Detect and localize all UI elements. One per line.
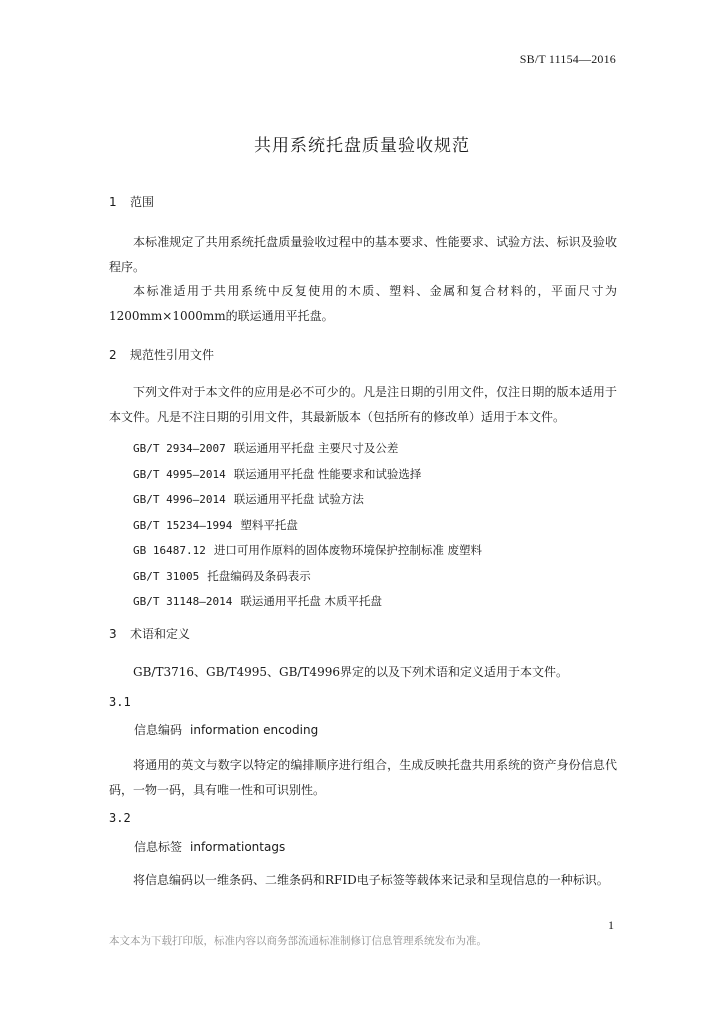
term-cn: 信息标签	[134, 840, 183, 854]
section-title: 规范性引用文件	[130, 348, 215, 362]
reference-item	[133, 487, 482, 513]
footer-note: 本文本为下载打印版，标准内容以商务部流通标准制修订信息管理系统发布为准。	[109, 935, 487, 947]
clause-number: 3.1	[109, 695, 131, 709]
standard-code: SB/T 11154—2016	[519, 52, 616, 66]
reference-item	[133, 436, 482, 462]
term-heading	[134, 721, 318, 738]
clause-number: 3.2	[109, 811, 131, 825]
reference-item	[133, 589, 482, 615]
reference-code: GB/T 15234—1994	[133, 518, 233, 532]
reference-code: GB/T 2934—2007	[133, 442, 226, 455]
term-en: information encoding	[190, 723, 319, 737]
section-number: 2	[109, 348, 117, 362]
reference-list	[133, 436, 482, 615]
reference-name: 进口可用作原料的固体废物环境保护控制标准 废塑料	[213, 543, 483, 557]
section-number: 1	[109, 195, 117, 209]
reference-item	[133, 538, 482, 564]
section-1-heading	[109, 193, 154, 210]
reference-code: GB 16487.12	[133, 544, 206, 557]
section-1-paragraph: 本标准适用于共用系统中反复使用的木质、塑料、金属和复合材料的，平面尺寸为1200mm×1000mm的联运通用平托盘。	[109, 284, 617, 323]
section-2-heading	[109, 346, 214, 363]
term-definition: 将信息编码以一维条码、二维条码和RFID电子标签等载体来记录和呈现信息的一种标识。	[133, 873, 609, 887]
reference-item	[133, 462, 482, 488]
reference-code: GB/T 31005	[133, 569, 200, 583]
term-definition: 将通用的英文与数字以特定的编排顺序进行组合，生成反映托盘共用系统的资产身份信息代码，一物一码，具有唯一性和可识别性。	[109, 758, 617, 797]
reference-code: GB/T 31148—2014	[133, 595, 233, 608]
reference-name: 联运通用平托盘 试验方法	[233, 492, 364, 506]
document-title: 共用系统托盘质量验收规范	[254, 136, 470, 156]
section-1-paragraph: 本标准规定了共用系统托盘质量验收过程中的基本要求、性能要求、试验方法、标识及验收程序。	[109, 235, 617, 274]
section-3-intro: GB/T3716、GB/T4995、GB/T4996界定的以及下列术语和定义适用于本文件。	[133, 665, 568, 679]
reference-item	[133, 564, 482, 590]
reference-code: GB/T 4995—2014	[133, 467, 226, 481]
page-number: 1	[608, 918, 614, 932]
term-en: informationtags	[190, 840, 286, 854]
section-title: 术语和定义	[130, 627, 191, 641]
reference-name: 联运通用平托盘 木质平托盘	[240, 594, 382, 608]
term-heading	[134, 838, 285, 855]
reference-name: 联运通用平托盘 主要尺寸及公差	[233, 441, 399, 455]
reference-name: 托盘编码及条码表示	[207, 568, 311, 583]
reference-name: 塑料平托盘	[240, 517, 298, 532]
section-2-intro: 下列文件对于本文件的应用是必不可少的。凡是注日期的引用文件，仅注日期的版本适用于本文件。凡是不注日期的引用文件，其最新版本（包括所有的修改单）适用于本文件。	[109, 385, 617, 424]
term-cn: 信息编码	[134, 723, 183, 737]
section-3-heading	[109, 625, 190, 642]
reference-item	[133, 513, 482, 539]
section-title: 范围	[130, 195, 155, 209]
reference-name: 联运通用平托盘 性能要求和试验选择	[233, 466, 422, 481]
reference-code: GB/T 4996—2014	[133, 493, 226, 506]
section-number: 3	[109, 627, 117, 641]
